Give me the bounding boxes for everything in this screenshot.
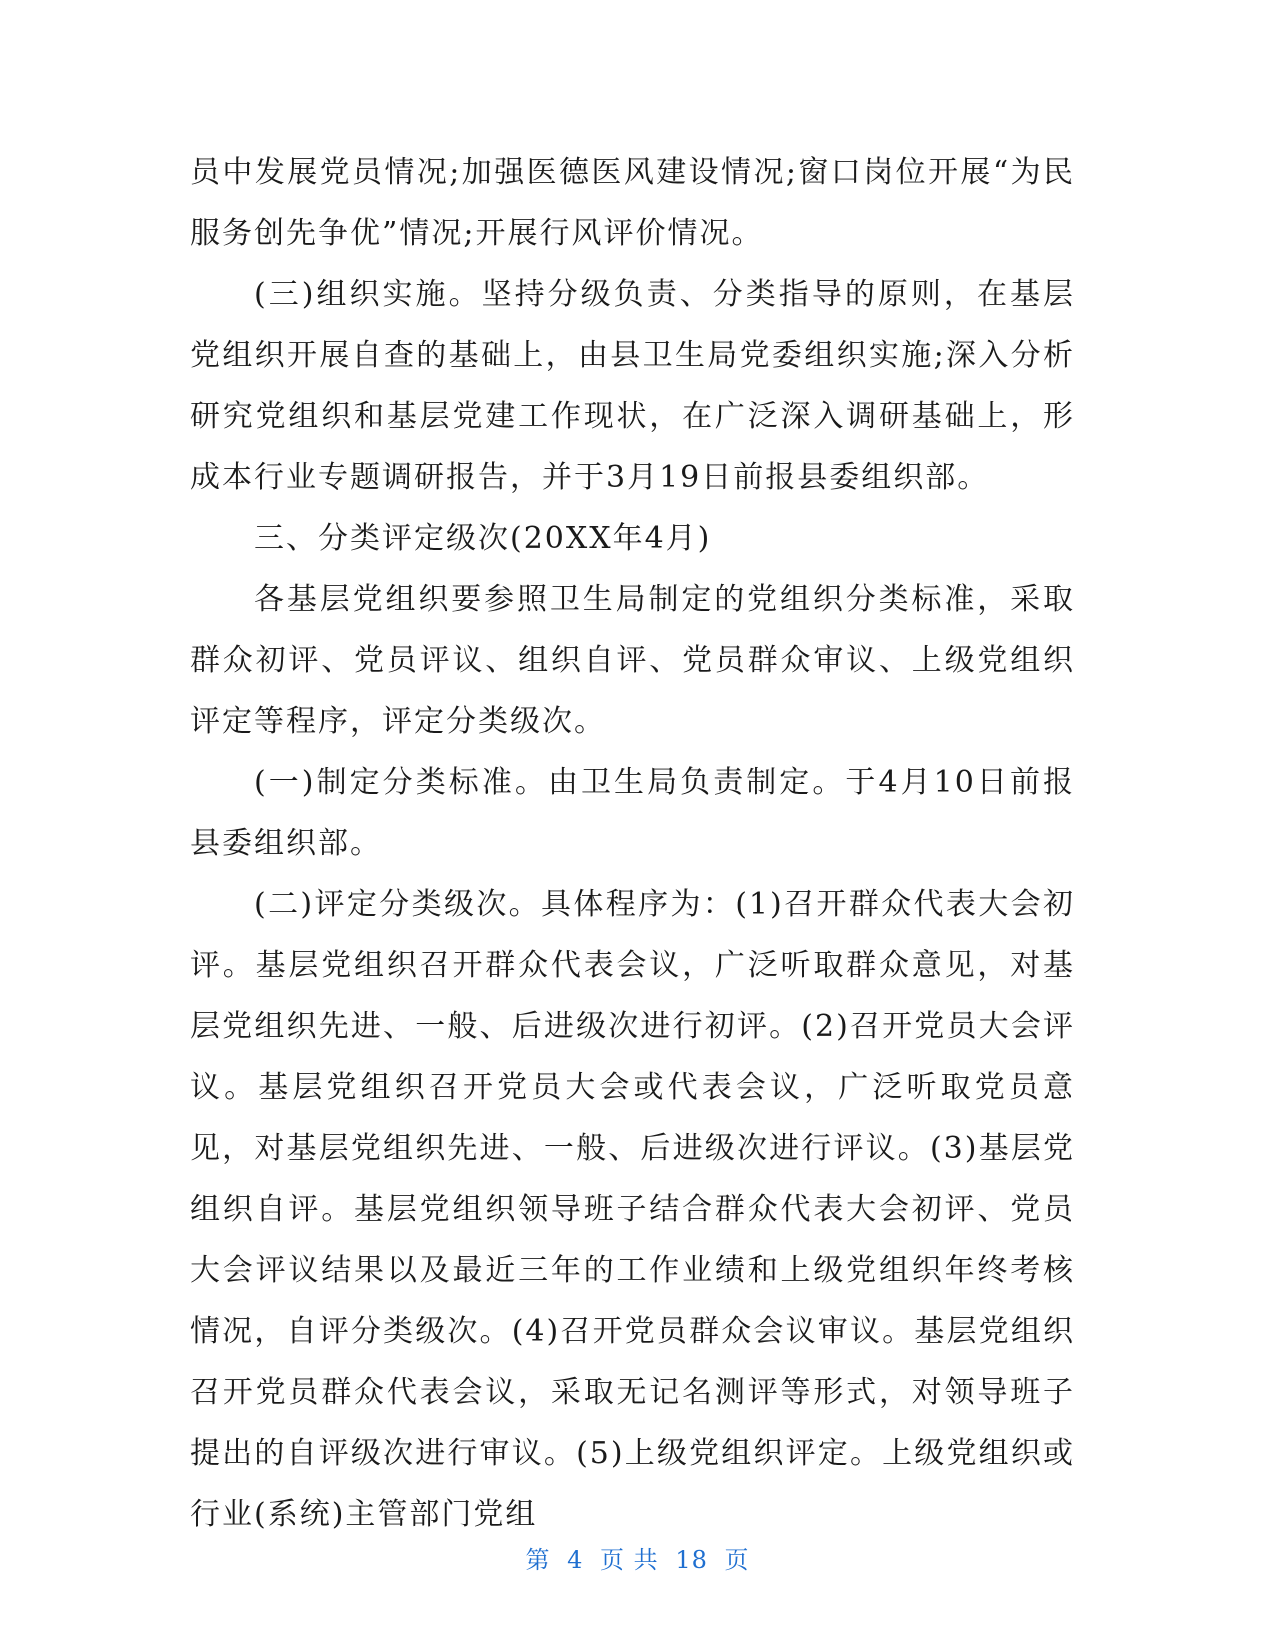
paragraph-continuation: 员中发展党员情况;加强医德医风建设情况;窗口岗位开展“为民服务创先争优”情况;开展行风评价情况。: [190, 155, 1075, 251]
paragraph-classification-intro: 各基层党组织要参照卫生局制定的党组织分类标准，采取群众初评、党员评议、组织自评、党员群众审议、上级党组织评定等程序，评定分类级次。: [190, 582, 1075, 739]
paragraph-organize-implementation: (三)组织实施。坚持分级负责、分类指导的原则，在基层党组织开展自查的基础上，由县卫生局党委组织实施;深入分析研究党组织和基层党建工作现状，在广泛深入调研基础上，形成本行业专题调研报告，并于3月19日前报县委组织部。: [190, 277, 1075, 495]
footer-total-pages: 18: [675, 1546, 708, 1574]
footer-prefix: 第: [525, 1546, 551, 1574]
footer-suffix: 页: [724, 1546, 750, 1574]
document-body: [190, 142, 1075, 1545]
footer-current-page: 4: [567, 1546, 584, 1574]
page-number-footer: [0, 1540, 1275, 1575]
footer-middle: 页 共: [600, 1546, 659, 1574]
paragraph-evaluation-procedure: (二)评定分类级次。具体程序为：(1)召开群众代表大会初评。基层党组织召开群众代表会议，广泛听取群众意见，对基层党组织先进、一般、后进级次进行初评。(2)召开党员大会评议。基层党组织召开党员大会或代表会议，广泛听取党员意见，对基层党组织先进、一般、后进级次进行评议。(3)基层党组织自评。基层党组织领导班子结合群众代表大会初评、党员大会评议结果以及最近三年的工作业绩和上级党组织年终考核情况，自评分类级次。(4)召开党员群众会议审议。基层党组织召开党员群众代表会议，采取无记名测评等形式，对领导班子提出的自评级次进行审议。(5)上级党组织评定。上级党组织或行业(系统)主管部门党组: [190, 887, 1075, 1532]
section-heading-classification: 三、分类评定级次(20XX年4月): [254, 521, 712, 556]
paragraph-set-standards: (一)制定分类标准。由卫生局负责制定。于4月10日前报县委组织部。: [190, 765, 1075, 861]
